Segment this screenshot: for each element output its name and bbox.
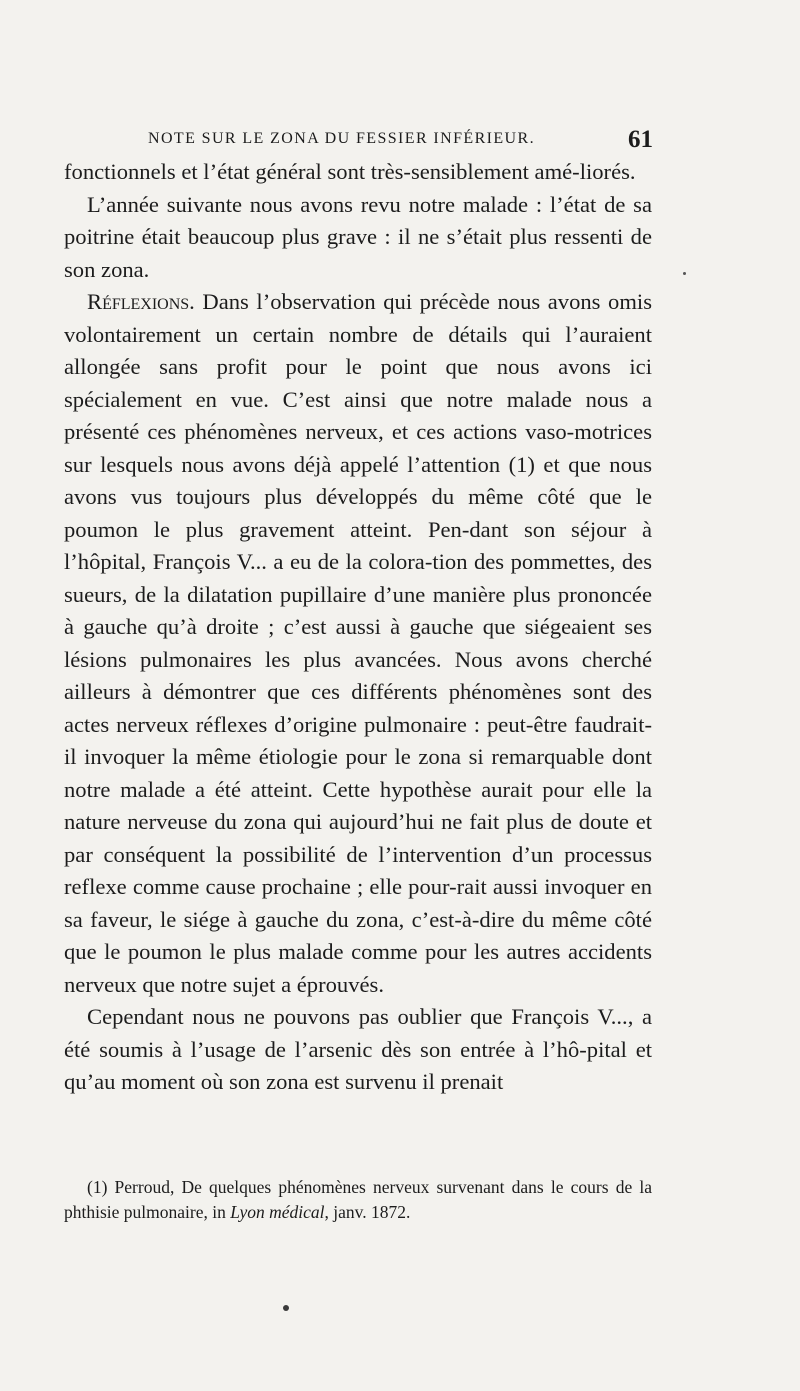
footnote-date: , janv. 1872.: [324, 1202, 411, 1222]
paragraph-2: L’année suivante nous avons revu notre malade : l’état de sa poitrine était beaucoup plus grave : il ne s’était plus ressenti de son zona.: [64, 191, 652, 282]
body-text: [64, 156, 652, 1099]
page-number: 61: [628, 126, 653, 153]
paragraph-4: Cependant nous ne pouvons pas oublier que François V..., a été soumis à l’usage de l’arsenic dès son entrée à l’hô-pital et qu’au moment où son zona est survenu il prenait: [64, 1004, 652, 1094]
ink-speck-small: [683, 272, 686, 275]
footnote-text: [64, 1175, 652, 1225]
footnote-journal: Lyon médical: [230, 1202, 325, 1222]
running-head: [148, 126, 653, 156]
footnote: [64, 1175, 652, 1225]
footnote-marker: (1): [87, 1177, 108, 1197]
paragraph-1: fonctionnels et l’état général sont très-sensiblement amé-liorés.: [64, 159, 636, 184]
paragraph-3-text: Dans l’observation qui précède nous avons omis volontairement un certain nombre de détails qui l’auraient allongée sans profit pour le point que nous avons ici spécialement en vue. C’est ainsi que notre malade nous a présenté ces phénomènes nerveux, et ces actions vaso-motrices sur lesquels nous avons déjà appelé l’attention (1) et que nous avons vus toujours plus développés du même côté que le poumon le plus gravement atteint. Pen-dant son séjour à l’hôpital, François V... a eu de la colora-tion des pommettes, des sueurs, de la dilatation pupillaire d’une manière plus prononcée à gauche qu’à droite ; c’est aussi à gauche que siégeaient ses lésions pulmonaires les plus avancées. Nous avons cherché ailleurs à démontrer que ces différents phénomènes sont des actes nerveux réflexes d’origine pulmonaire : peut-être faudrait-il invoquer la même étiologie pour le zona si remarquable dont notre malade a été atteint. Cette hypothèse aurait pour elle la nature nerveuse du zona qui aujourd’hui ne fait plus de doute et par conséquent la possibilité de l’intervention d’un processus reflexe comme cause prochaine ; elle pour-rait aussi invoquer en sa faveur, le siége à gauche du zona, c’est-à-dire du même côté que le poumon le plus malade comme pour les autres accidents nerveux que notre sujet a éprouvés.: [64, 289, 652, 997]
footnote-citation: Perroud, De quelques phénomènes nerveux survenant dans le cours de la phthisie pulmonaire, in: [64, 1177, 652, 1222]
reflexions-heading: Réflexions.: [87, 289, 195, 314]
ink-speck: [283, 1305, 289, 1311]
paragraph-3: [64, 286, 652, 1001]
running-title: NOTE SUR LE ZONA DU FESSIER INFÉRIEUR.: [148, 130, 535, 147]
